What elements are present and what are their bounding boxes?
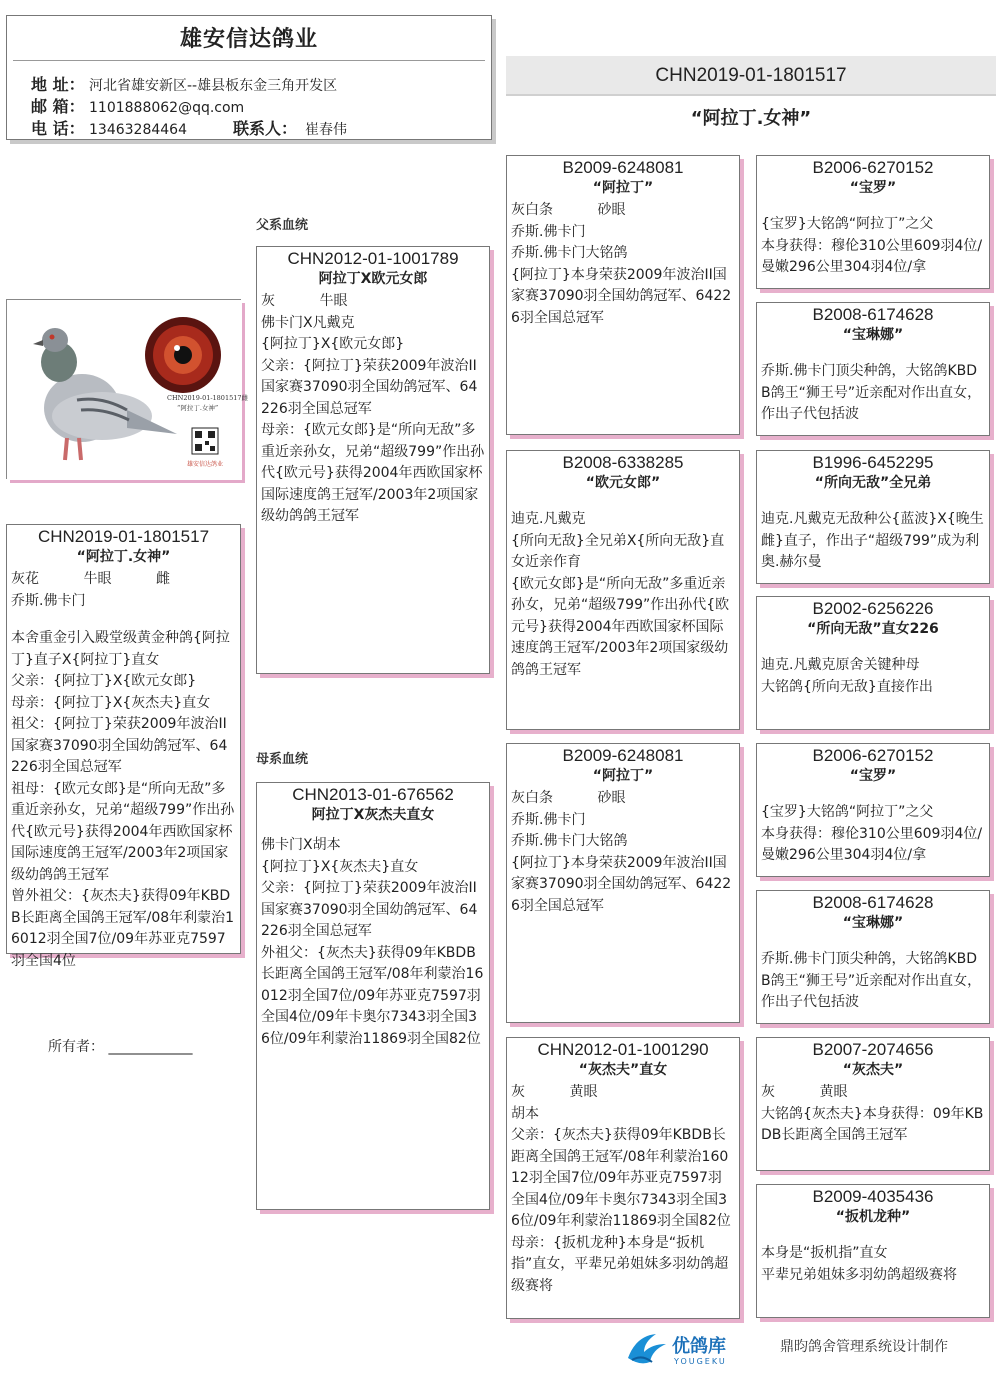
dam-section-label: 母系血统 [256,752,309,767]
email-label: 邮 箱： [31,97,85,116]
yougeku-logo [622,1328,762,1368]
ggp-8-notes: 本身是“扳机指”直女 平辈兄弟姐妹多羽幼鸽超级赛将 [761,1245,957,1283]
sire-name: 阿拉丁X欧元女郎 [318,271,428,287]
logo-cn-text: 优鸽库 [672,1336,726,1357]
contact-label: 联系人： [232,119,297,138]
photo-caption-ring: CHN2019-01-1801517雌 [167,394,248,402]
photo-caption-name: “阿拉丁.女神” [177,404,219,412]
address-label: 地 址： [31,75,85,94]
loft-name: 雄安信达鸽业 [179,27,318,52]
pigeon-photo [6,299,248,479]
dam-name: 阿拉丁X灰杰夫直女 [311,807,435,823]
ggp-7-notes: 灰 黄眼 大铭鸽{灰杰夫}本身获得：09年KBDB长距离全国鸽王冠军 [761,1084,984,1143]
grandsire-paternal-name: “阿拉丁” [592,180,654,196]
sire-notes: 灰 牛眼 佛卡门X凡戴克 {阿拉丁}X{欧元女郎} 父亲：{阿拉丁}荣获2009年波治II国家赛37090羽全国幼鸽冠军、64226羽全国总冠军 母亲：{欧元女郎}是“所向无敌”多重近亲孙女，兄弟“超级799”作出孙代{欧元号}获得2004年西欧国家杯国际速度鸽王冠军/2003年2项国家级幼鸽鸽王冠军 [261,293,485,524]
ggp-card-1 [756,155,990,289]
ggp-6-name: “宝琳娜” [842,915,904,931]
ggp-8-name: “扳机龙种” [835,1209,911,1225]
granddam-maternal-notes: 灰 黄眼 胡本 父亲：{灰杰夫}获得09年KBDB长距离全国鸽王冠军/08年利蒙治16012羽全国7位/09年苏亚克7597羽全国4位/09年卡奥尔7343羽全国36位/09年利蒙治11869羽全国82位 母亲：{扳机龙种}本身是“扳机指”直女，平辈兄弟姐妹多羽幼鸽超级赛将 [511,1084,731,1294]
pigeon-image [7,300,248,480]
ggp-1-name: “宝罗” [849,180,897,196]
subject-card [6,524,241,969]
ggp-3-notes: 迪克.凡戴克无敌种公{蓝波}X{晚生雌}直子，作出子“超级799”成为利奥.赫尔曼 [761,511,984,570]
subject-ring: CHN2019-01-1801517 [37,527,210,546]
grandsire-paternal-ring: B2009-6248081 [562,158,684,177]
photo-caption-brand: 雄安信达鸽业 [187,461,224,468]
email-value: 1101888062@qq.com [89,100,245,116]
ggp-2-ring: B2008-6174628 [812,305,934,324]
owner-label: 所有者： [48,1039,104,1055]
grandsire-maternal-name: “阿拉丁” [592,768,654,784]
footer-credit: 鼎昀鸽舍管理系统设计制作 [780,1339,948,1355]
main-ring-number: CHN2019-01-1801517 [506,56,996,96]
logo-en-text: YOUGEKU [674,1357,727,1366]
ggp-5-notes: {宝罗}大铭鸽“阿拉丁”之父 本身获得：穆伦310公里609羽4位/曼嫩296公里304羽4位/拿 [761,804,983,863]
loft-info-box [6,15,492,140]
ggp-card-5 [756,743,990,877]
ggp-6-ring: B2008-6174628 [812,893,934,912]
grandsire-maternal-ring: B2009-6248081 [562,746,684,765]
ggp-4-name: “所向无敌”直女226 [807,621,939,637]
ggp-card-4 [756,596,990,730]
phone-row [31,116,347,139]
ggp-card-6 [756,890,990,1024]
dam-card [256,782,490,1210]
subject-strain: 乔斯.佛卡门 [11,592,86,609]
ggp-card-2 [756,302,990,436]
phone-label: 电 话： [31,119,85,138]
ggp-6-notes: 乔斯.佛卡门顶尖种鸽，大铭鸽KBDB鸽王“狮王号”近亲配对作出直女，作出子代包括波 [761,951,982,1010]
address-value: 河北省雄安新区--雄县板东金三角开发区 [89,78,338,94]
granddam-maternal-card [506,1037,740,1319]
ggp-7-name: “灰杰夫” [842,1062,904,1078]
ggp-3-ring: B1996-6452295 [812,453,934,472]
logo-mark-icon [622,1328,762,1368]
ggp-2-name: “宝琳娜” [842,327,904,343]
ggp-2-notes: 乔斯.佛卡门顶尖种鸽，大铭鸽KBDB鸽王“狮王号”近亲配对作出直女，作出子代包括波 [761,363,982,422]
main-pigeon-name: “阿拉丁.女神” [690,108,812,129]
ggp-card-7 [756,1037,990,1171]
phone-value: 13463284464 [89,122,187,138]
email-row [31,94,244,117]
ggp-3-name: “所向无敌”全兄弟 [814,475,932,491]
granddam-paternal-card [506,450,740,730]
granddam-maternal-ring: CHN2012-01-1001290 [537,1040,709,1059]
owner-blank: ____________ [108,1039,193,1055]
ggp-5-name: “宝罗” [849,768,897,784]
subject-name: “阿拉丁.女神” [76,549,171,565]
sire-section-label: 父系血统 [256,218,309,233]
ggp-1-notes: {宝罗}大铭鸽“阿拉丁”之父 本身获得：穆伦310公里609羽4位/曼嫩296公里304羽4位/拿 [761,216,983,275]
ggp-8-ring: B2009-4035436 [812,1187,934,1206]
ggp-4-notes: 迪克.凡戴克原舍关键种母 大铭鸽{所向无敌}直接作出 [761,657,933,695]
grandsire-maternal-notes: 灰白条 砂眼 乔斯.佛卡门 乔斯.佛卡门大铭鸽 {阿拉丁}本身荣获2009年波治II国家赛37090羽全国幼鸽冠军、64226羽全国总冠军 [511,790,732,914]
divider [13,60,485,61]
ggp-card-3 [756,450,990,584]
granddam-paternal-name: “欧元女郎” [585,475,661,491]
dam-notes: 佛卡门X胡本 {阿拉丁}X{灰杰夫}直女 父亲：{阿拉丁}荣获2009年波治II国家赛37090羽全国幼鸽冠军、64226羽全国总冠军 外祖父：{灰杰夫}获得09年KBDB长距离全国鸽王冠军/08年利蒙治16012羽全国7位/09年苏亚克7597羽全国4位/09年卡奥尔7343羽全国36位/09年利蒙治11869羽全国82位 [261,837,484,1047]
granddam-paternal-notes: 迪克.凡戴克 {所向无敌}全兄弟X{所向无敌}直女近亲作育 {欧元女郎}是“所向无敌”多重近亲孙女，兄弟“超级799”作出孙代{欧元号}获得2004年西欧国家杯国际速度鸽王冠军/2003年2项国家级幼鸽鸽王冠军 [511,511,730,678]
granddam-maternal-name: “灰杰夫”直女 [578,1062,668,1078]
sire-ring: CHN2012-01-1001789 [287,249,459,268]
dam-ring: CHN2013-01-676562 [292,785,454,804]
sire-card [256,246,490,674]
ggp-4-ring: B2002-6256226 [812,599,934,618]
ggp-1-ring: B2006-6270152 [812,158,934,177]
owner-line [48,1036,192,1056]
grandsire-maternal-card [506,743,740,1023]
ggp-7-ring: B2007-2074656 [812,1040,934,1059]
grandsire-paternal-notes: 灰白条 砂眼 乔斯.佛卡门 乔斯.佛卡门大铭鸽 {阿拉丁}本身荣获2009年波治II国家赛37090羽全国幼鸽冠军、64226羽全国总冠军 [511,202,732,326]
ggp-card-8 [756,1184,990,1318]
contact-value: 崔春伟 [305,122,347,138]
address-row [31,72,337,95]
subject-color-line: 灰花 牛眼 雌 [11,571,171,587]
subject-notes: 本舍重金引入殿堂级黄金种鸽{阿拉丁}直子X{阿拉丁}直女 父亲：{阿拉丁}X{欧元女郎} 母亲：{阿拉丁}X{灰杰夫}直女 祖父：{阿拉丁}荣获2009年波治II国家赛37090羽全国幼鸽冠军、64226羽全国总冠军 祖母：{欧元女郎}是“所向无敌”多重近亲孙女，兄弟“超级799”作出孙代{欧元号}获得2004年西欧国家杯国际速度鸽王冠军/2003年2项国家级幼鸽鸽王冠军 曾外祖父：{灰杰夫}获得09年KBDB长距离全国鸽王冠军/08年利蒙治16012羽全国7位/09年苏亚克7597羽全国4位 [11,630,235,969]
ggp-5-ring: B2006-6270152 [812,746,934,765]
granddam-paternal-ring: B2008-6338285 [562,453,684,472]
grandsire-paternal-card [506,155,740,435]
